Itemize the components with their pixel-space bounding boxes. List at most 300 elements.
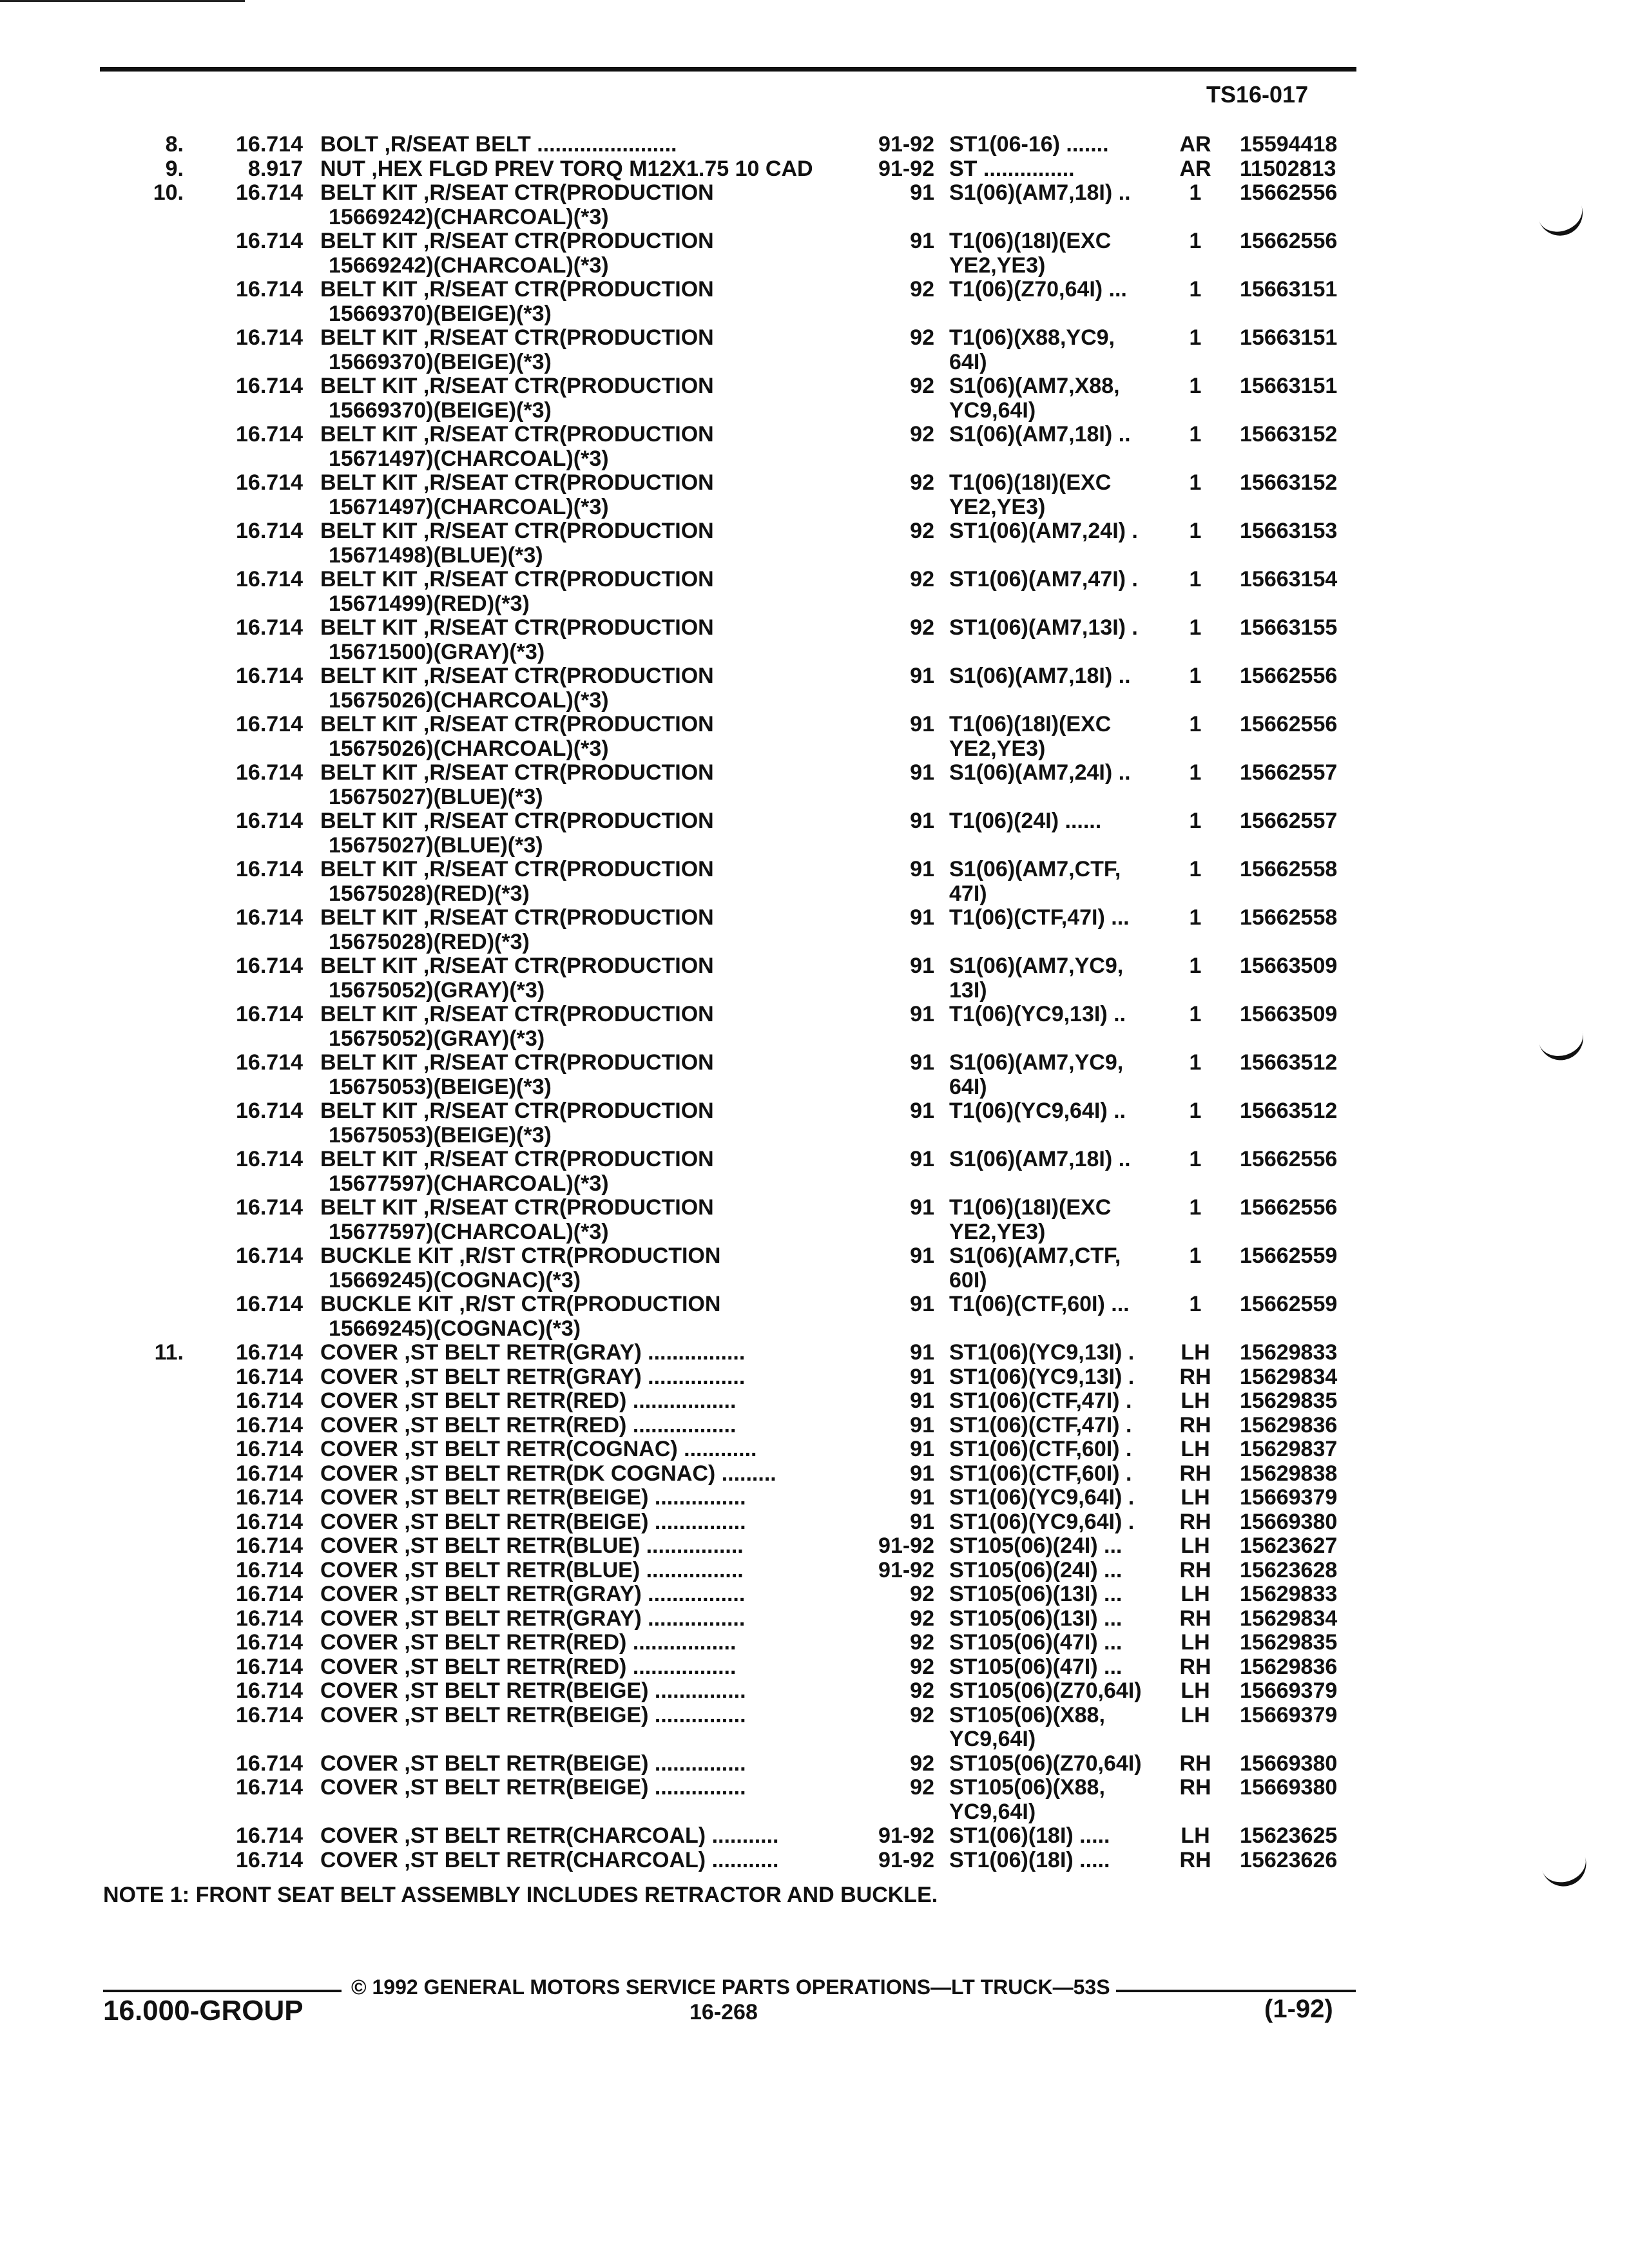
model-usage-cont: YE2,YE3) — [949, 1219, 1046, 1244]
model-usage: ST105(06)(13I) ... — [949, 1582, 1123, 1606]
part-description — [320, 1776, 849, 1800]
part-number: 15662557 — [1240, 760, 1338, 785]
document-id: TS16-017 — [1206, 81, 1309, 108]
quantity: LH — [1181, 1823, 1210, 1848]
part-spec: ,R/SEAT CTR(PRODUCTION — [417, 1051, 714, 1075]
part-description — [320, 858, 849, 882]
part-number: 15662559 — [1240, 1292, 1338, 1316]
quantity: 1 — [1189, 325, 1202, 350]
part-name: COVER — [320, 1606, 398, 1631]
part-name: BUCKLE KIT — [320, 1293, 453, 1316]
quantity: 1 — [1189, 905, 1202, 930]
part-spec: ,R/SEAT CTR(PRODUCTION — [417, 713, 714, 736]
quantity: RH — [1179, 1509, 1211, 1534]
part-description-cont: 15675026)(CHARCOAL)(*3) — [329, 687, 609, 713]
table-row — [0, 326, 1629, 374]
model-years: 91 — [910, 1509, 934, 1534]
part-description — [320, 1365, 849, 1390]
model-usage: ST1(06)(YC9,64I) . — [949, 1510, 1135, 1534]
quantity: 1 — [1189, 567, 1202, 591]
model-years: 91 — [910, 1364, 934, 1389]
group-number: 16.714 — [236, 712, 303, 736]
part-description — [320, 1148, 849, 1172]
part-description — [320, 1631, 849, 1655]
part-description-cont: 15671500)(GRAY)(*3) — [329, 639, 545, 664]
part-number: 15623627 — [1240, 1533, 1338, 1558]
part-description — [320, 157, 849, 182]
group-number: 16.714 — [236, 1702, 303, 1727]
table-row — [0, 519, 1629, 568]
part-description-cont: 15677597)(CHARCOAL)(*3) — [329, 1171, 609, 1196]
table-row — [0, 374, 1629, 423]
model-years: 92 — [910, 567, 934, 591]
part-description — [320, 374, 849, 399]
part-number: 15629833 — [1240, 1340, 1338, 1365]
part-description-cont: 15675052)(GRAY)(*3) — [329, 1026, 545, 1051]
part-name: BELT KIT — [320, 713, 418, 736]
parts-table — [0, 133, 1629, 1872]
table-row — [0, 1389, 1629, 1414]
part-description — [320, 471, 849, 495]
table-row — [0, 1051, 1629, 1099]
model-usage: ST105(06)(24I) ... — [949, 1534, 1123, 1558]
model-usage: T1(06)(24I) ...... — [949, 809, 1102, 833]
group-number: 16.714 — [236, 1582, 303, 1606]
part-name: COVER — [320, 1413, 398, 1437]
part-description-cont: 15671499)(RED)(*3) — [329, 591, 530, 616]
part-description — [320, 1607, 849, 1631]
part-number: 15629833 — [1240, 1582, 1338, 1606]
part-spec: ,R/SEAT CTR(PRODUCTION — [417, 471, 714, 495]
part-description — [320, 1414, 849, 1438]
model-years: 91 — [910, 809, 934, 833]
group-number: 16.714 — [236, 905, 303, 930]
model-usage: S1(06)(AM7,18I) .. — [949, 423, 1131, 447]
part-number: 15669379 — [1240, 1485, 1338, 1510]
group-number: 16.714 — [236, 1292, 303, 1316]
quantity: RH — [1179, 1412, 1211, 1437]
model-usage: ST1(06)(CTF,60I) . — [949, 1461, 1132, 1486]
part-description — [320, 1582, 849, 1607]
model-usage: T1(06)(Z70,64I) ... — [949, 278, 1127, 302]
part-name: BELT KIT — [320, 664, 418, 688]
part-description-cont: 15675027)(BLUE)(*3) — [329, 832, 543, 858]
part-description-cont: 15675028)(RED)(*3) — [329, 881, 530, 906]
quantity: 1 — [1189, 857, 1202, 881]
group-number: 8.917 — [247, 156, 303, 181]
group-number: 16.714 — [236, 1147, 303, 1171]
model-years: 92 — [910, 1751, 934, 1776]
part-description-cont: 15677597)(CHARCOAL)(*3) — [329, 1219, 609, 1244]
part-spec: ,R/SEAT BELT ....................... — [378, 133, 677, 157]
part-name: COVER — [320, 1631, 398, 1655]
part-number: 15623626 — [1240, 1847, 1338, 1872]
part-name: COVER — [320, 1848, 398, 1872]
part-spec: ,R/SEAT CTR(PRODUCTION — [417, 858, 714, 881]
model-years: 91 — [910, 1244, 934, 1268]
table-row — [0, 809, 1629, 858]
model-years: 91 — [910, 1412, 934, 1437]
model-usage: ST105(06)(24I) ... — [949, 1558, 1123, 1582]
part-number: 15662556 — [1240, 712, 1338, 736]
group-number: 16.714 — [236, 229, 303, 253]
quantity: 1 — [1189, 1195, 1202, 1220]
part-spec: ,R/ST CTR(PRODUCTION — [452, 1244, 721, 1268]
table-row — [0, 616, 1629, 664]
part-spec: ,ST BELT RETR(RED) ................. — [398, 1413, 737, 1437]
model-years: 91 — [910, 1389, 934, 1413]
group-number: 16.714 — [236, 760, 303, 785]
part-number: 15663509 — [1240, 954, 1338, 978]
part-name: COVER — [320, 1679, 398, 1703]
part-spec: ,R/SEAT CTR(PRODUCTION — [417, 423, 714, 447]
group-number: 16.714 — [236, 664, 303, 688]
quantity: LH — [1181, 1485, 1210, 1510]
table-row — [0, 713, 1629, 761]
part-spec: ,R/SEAT CTR(PRODUCTION — [417, 278, 714, 302]
model-usage: ST1(06)(CTF,47I) . — [949, 1389, 1132, 1413]
part-number: 15663152 — [1240, 470, 1338, 495]
group-number: 16.714 — [236, 422, 303, 447]
part-number: 15629834 — [1240, 1364, 1338, 1389]
part-description — [320, 181, 849, 206]
quantity: LH — [1181, 1582, 1210, 1606]
model-usage: S1(06)(AM7,YC9, — [949, 954, 1124, 978]
model-usage: ST105(06)(47I) ... — [949, 1655, 1123, 1679]
model-years: 91 — [910, 180, 934, 205]
part-description-cont: 15669370)(BEIGE)(*3) — [329, 349, 552, 374]
part-number: 15663155 — [1240, 615, 1338, 640]
part-number: 15629836 — [1240, 1654, 1338, 1679]
model-usage-cont: YC9,64I) — [949, 1799, 1036, 1824]
quantity: RH — [1179, 1606, 1211, 1631]
table-row — [0, 858, 1629, 906]
part-number: 15662556 — [1240, 229, 1338, 253]
model-usage: ST105(06)(13I) ... — [949, 1606, 1123, 1631]
table-row — [0, 664, 1629, 713]
model-usage: ST105(06)(Z70,64I) — [949, 1751, 1142, 1776]
ref-number: 11. — [154, 1340, 184, 1365]
part-description-cont: 15669242)(CHARCOAL)(*3) — [329, 204, 609, 229]
part-name: BELT KIT — [320, 1099, 418, 1123]
quantity: 1 — [1189, 1050, 1202, 1075]
model-usage-cont: 64I) — [949, 349, 987, 374]
part-number: 15662556 — [1240, 1147, 1338, 1171]
part-description — [320, 1679, 849, 1704]
model-usage: ST1(06)(18I) ..... — [949, 1824, 1110, 1848]
group-number: 16.714 — [236, 954, 303, 978]
quantity: 1 — [1189, 1147, 1202, 1171]
part-spec: ,ST BELT RETR(BEIGE) ............... — [398, 1679, 746, 1703]
table-row — [0, 1293, 1629, 1341]
quantity: RH — [1179, 1461, 1211, 1486]
quantity: 1 — [1189, 180, 1202, 205]
part-description — [320, 1389, 849, 1414]
table-row — [0, 133, 1629, 157]
table-row — [0, 181, 1629, 229]
part-description-cont: 15669242)(CHARCOAL)(*3) — [329, 253, 609, 278]
part-name: BELT KIT — [320, 471, 418, 495]
part-number: 15662558 — [1240, 857, 1338, 881]
part-description-cont: 15669370)(BEIGE)(*3) — [329, 398, 552, 423]
model-years: 91 — [910, 712, 934, 736]
table-row — [0, 906, 1629, 954]
part-name: COVER — [320, 1365, 398, 1389]
part-name: BELT KIT — [320, 519, 418, 543]
part-spec: ,ST BELT RETR(BEIGE) ............... — [398, 1751, 746, 1776]
part-number: 15663512 — [1240, 1050, 1338, 1075]
part-description-cont: 15669245)(COGNAC)(*3) — [329, 1267, 581, 1293]
table-row — [0, 278, 1629, 326]
part-number: 15629834 — [1240, 1606, 1338, 1631]
model-years: 92 — [910, 1654, 934, 1679]
model-usage-cont: 13I) — [949, 977, 987, 1003]
model-usage: ST1(06)(YC9,64I) . — [949, 1486, 1135, 1510]
table-row — [0, 1365, 1629, 1390]
table-row — [0, 1196, 1629, 1244]
part-spec: ,ST BELT RETR(DK COGNAC) ......... — [398, 1461, 776, 1486]
model-usage-cont: YE2,YE3) — [949, 253, 1046, 278]
quantity: AR — [1179, 156, 1211, 181]
model-years: 91-92 — [878, 156, 934, 181]
ref-number: 10. — [153, 180, 184, 205]
model-years: 92 — [910, 470, 934, 495]
part-name: BELT KIT — [320, 761, 418, 785]
table-row — [0, 761, 1629, 809]
quantity: 1 — [1189, 470, 1202, 495]
part-description — [320, 664, 849, 689]
part-number: 15623625 — [1240, 1823, 1338, 1848]
table-row — [0, 229, 1629, 278]
group-number: 16.714 — [236, 1654, 303, 1679]
model-years: 91 — [910, 1050, 934, 1075]
part-spec: ,R/SEAT CTR(PRODUCTION — [417, 181, 714, 205]
part-description-cont: 15669370)(BEIGE)(*3) — [329, 301, 552, 326]
part-number: 15629836 — [1240, 1412, 1338, 1437]
model-usage: ST1(06)(CTF,60I) . — [949, 1437, 1132, 1461]
group-number: 16.714 — [236, 519, 303, 543]
part-name: COVER — [320, 1655, 398, 1679]
part-number: 15663509 — [1240, 1002, 1338, 1026]
part-description — [320, 423, 849, 447]
table-row — [0, 1704, 1629, 1752]
part-spec: ,R/SEAT CTR(PRODUCTION — [417, 229, 714, 253]
model-years: 92 — [910, 1606, 934, 1631]
model-usage: ST1(06)(YC9,13I) . — [949, 1365, 1135, 1389]
model-years: 91 — [910, 1002, 934, 1026]
part-number: 15629838 — [1240, 1461, 1338, 1486]
part-description — [320, 1534, 849, 1559]
footer-rule-right — [1116, 1990, 1356, 1992]
model-usage-cont: 47I) — [949, 881, 987, 906]
model-usage-cont: 60I) — [949, 1267, 987, 1293]
part-name: COVER — [320, 1510, 398, 1534]
part-number: 15662558 — [1240, 905, 1338, 930]
part-number: 15669379 — [1240, 1702, 1338, 1727]
quantity: RH — [1179, 1557, 1211, 1582]
group-number: 16.714 — [236, 1485, 303, 1510]
model-years: 91 — [910, 1195, 934, 1220]
part-description — [320, 1244, 849, 1269]
group-number: 16.714 — [236, 1050, 303, 1075]
part-name: BELT KIT — [320, 1051, 418, 1075]
part-number: 15669380 — [1240, 1509, 1338, 1534]
part-description-cont: 15675028)(RED)(*3) — [329, 929, 530, 954]
model-years: 91-92 — [878, 1823, 934, 1848]
group-number: 16.714 — [236, 1678, 303, 1703]
model-usage-cont: YC9,64I) — [949, 1727, 1036, 1751]
table-row — [0, 1510, 1629, 1535]
part-spec: ,ST BELT RETR(CHARCOAL) ........... — [398, 1848, 779, 1872]
quantity: LH — [1181, 1678, 1210, 1703]
table-row — [0, 1341, 1629, 1365]
table-row — [0, 1679, 1629, 1704]
model-usage: ST1(06)(CTF,47I) . — [949, 1413, 1132, 1437]
part-name: BELT KIT — [320, 374, 418, 398]
part-name: COVER — [320, 1534, 398, 1558]
quantity: 1 — [1189, 809, 1202, 833]
part-description — [320, 1559, 849, 1583]
model-usage: S1(06)(AM7,CTF, — [949, 1244, 1121, 1268]
table-row — [0, 1414, 1629, 1438]
part-description — [320, 1849, 849, 1873]
part-name: BELT KIT — [320, 809, 418, 833]
quantity: 1 — [1189, 277, 1202, 302]
table-row — [0, 1244, 1629, 1293]
part-name: COVER — [320, 1824, 398, 1848]
part-description-cont: 15675053)(BEIGE)(*3) — [329, 1074, 552, 1099]
model-years: 92 — [910, 1775, 934, 1800]
model-usage: T1(06)(18I)(EXC — [949, 229, 1112, 253]
model-usage: T1(06)(18I)(EXC — [949, 471, 1112, 495]
quantity: 1 — [1189, 664, 1202, 688]
ref-number: 9. — [165, 156, 184, 181]
table-row — [0, 1607, 1629, 1631]
part-description — [320, 1752, 849, 1776]
part-description-cont: 15675026)(CHARCOAL)(*3) — [329, 736, 609, 761]
table-row — [0, 1437, 1629, 1462]
part-name: COVER — [320, 1703, 398, 1727]
model-years: 91-92 — [878, 1847, 934, 1872]
part-spec: ,ST BELT RETR(BEIGE) ............... — [398, 1486, 746, 1510]
group-number: 16.714 — [236, 567, 303, 591]
part-spec: ,R/SEAT CTR(PRODUCTION — [417, 1099, 714, 1123]
part-number: 15662556 — [1240, 664, 1338, 688]
part-spec: ,ST BELT RETR(BEIGE) ............... — [398, 1776, 746, 1800]
group-number: 16.714 — [236, 1606, 303, 1631]
quantity: 1 — [1189, 229, 1202, 253]
part-name: BELT KIT — [320, 229, 418, 253]
quantity: LH — [1181, 1389, 1210, 1413]
model-years: 91 — [910, 229, 934, 253]
part-description — [320, 519, 849, 544]
group-number: 16.714 — [236, 1389, 303, 1413]
model-years: 92 — [910, 1678, 934, 1703]
footer-rule-left — [103, 1990, 342, 1992]
quantity: LH — [1181, 1340, 1210, 1365]
part-spec: ,R/SEAT CTR(PRODUCTION — [417, 1196, 714, 1220]
group-number: 16.714 — [236, 615, 303, 640]
quantity: RH — [1179, 1751, 1211, 1776]
quantity: LH — [1181, 1437, 1210, 1461]
model-usage: ST1(06)(18I) ..... — [949, 1848, 1110, 1872]
part-description — [320, 1437, 849, 1462]
part-spec: ,ST BELT RETR(RED) ................. — [398, 1389, 737, 1413]
part-description — [320, 1510, 849, 1535]
part-number: 15663151 — [1240, 325, 1338, 350]
part-spec: ,R/SEAT CTR(PRODUCTION — [417, 1148, 714, 1171]
model-years: 92 — [910, 325, 934, 350]
model-usage: S1(06)(AM7,YC9, — [949, 1051, 1124, 1075]
part-name: BELT KIT — [320, 954, 418, 978]
part-name: BELT KIT — [320, 858, 418, 881]
quantity: 1 — [1189, 954, 1202, 978]
model-usage: T1(06)(CTF,47I) ... — [949, 906, 1130, 930]
quantity: 1 — [1189, 374, 1202, 398]
part-number: 15663151 — [1240, 277, 1338, 302]
part-description — [320, 326, 849, 351]
model-usage: ST1(06)(AM7,24I) . — [949, 519, 1138, 543]
top-edge-rule — [0, 0, 245, 2]
model-usage: S1(06)(AM7,18I) .. — [949, 1148, 1131, 1171]
table-row — [0, 1849, 1629, 1873]
part-name: BELT KIT — [320, 181, 418, 205]
part-spec: ,R/SEAT CTR(PRODUCTION — [417, 326, 714, 350]
part-spec: ,R/SEAT CTR(PRODUCTION — [417, 1003, 714, 1026]
part-number: 15669379 — [1240, 1678, 1338, 1703]
quantity: 1 — [1189, 760, 1202, 785]
model-usage: ST105(06)(X88, — [949, 1776, 1105, 1800]
group-number: 16.714 — [236, 325, 303, 350]
part-spec: ,R/SEAT CTR(PRODUCTION — [417, 664, 714, 688]
part-number: 15663152 — [1240, 422, 1338, 447]
part-name: BELT KIT — [320, 1196, 418, 1220]
group-number: 16.714 — [236, 1533, 303, 1558]
quantity: 1 — [1189, 422, 1202, 447]
table-row — [0, 157, 1629, 182]
model-years: 91 — [910, 954, 934, 978]
part-description — [320, 278, 849, 302]
quantity: 1 — [1189, 1244, 1202, 1268]
part-description — [320, 1655, 849, 1680]
model-usage: T1(06)(CTF,60I) ... — [949, 1293, 1130, 1316]
part-description — [320, 1003, 849, 1027]
table-row — [0, 423, 1629, 471]
model-years: 92 — [910, 374, 934, 398]
group-number: 16.714 — [236, 1244, 303, 1268]
model-years: 91 — [910, 905, 934, 930]
part-description — [320, 1196, 849, 1220]
part-spec: ,ST BELT RETR(BEIGE) ............... — [398, 1703, 746, 1727]
part-number: 15663512 — [1240, 1099, 1338, 1123]
model-usage: ST ............... — [949, 157, 1075, 181]
group-number: 16.714 — [236, 1364, 303, 1389]
model-years: 91 — [910, 1292, 934, 1316]
model-years: 91 — [910, 1485, 934, 1510]
part-number: 15669380 — [1240, 1751, 1338, 1776]
part-name: BELT KIT — [320, 1003, 418, 1026]
part-name: BELT KIT — [320, 568, 418, 591]
quantity: RH — [1179, 1847, 1211, 1872]
model-usage-cont: 64I) — [949, 1074, 987, 1099]
quantity: LH — [1181, 1630, 1210, 1655]
part-name: BELT KIT — [320, 906, 418, 930]
quantity: 1 — [1189, 712, 1202, 736]
part-description — [320, 1462, 849, 1486]
group-number: 16.714 — [236, 470, 303, 495]
table-row — [0, 1462, 1629, 1486]
group-number: 16.714 — [236, 1340, 303, 1365]
